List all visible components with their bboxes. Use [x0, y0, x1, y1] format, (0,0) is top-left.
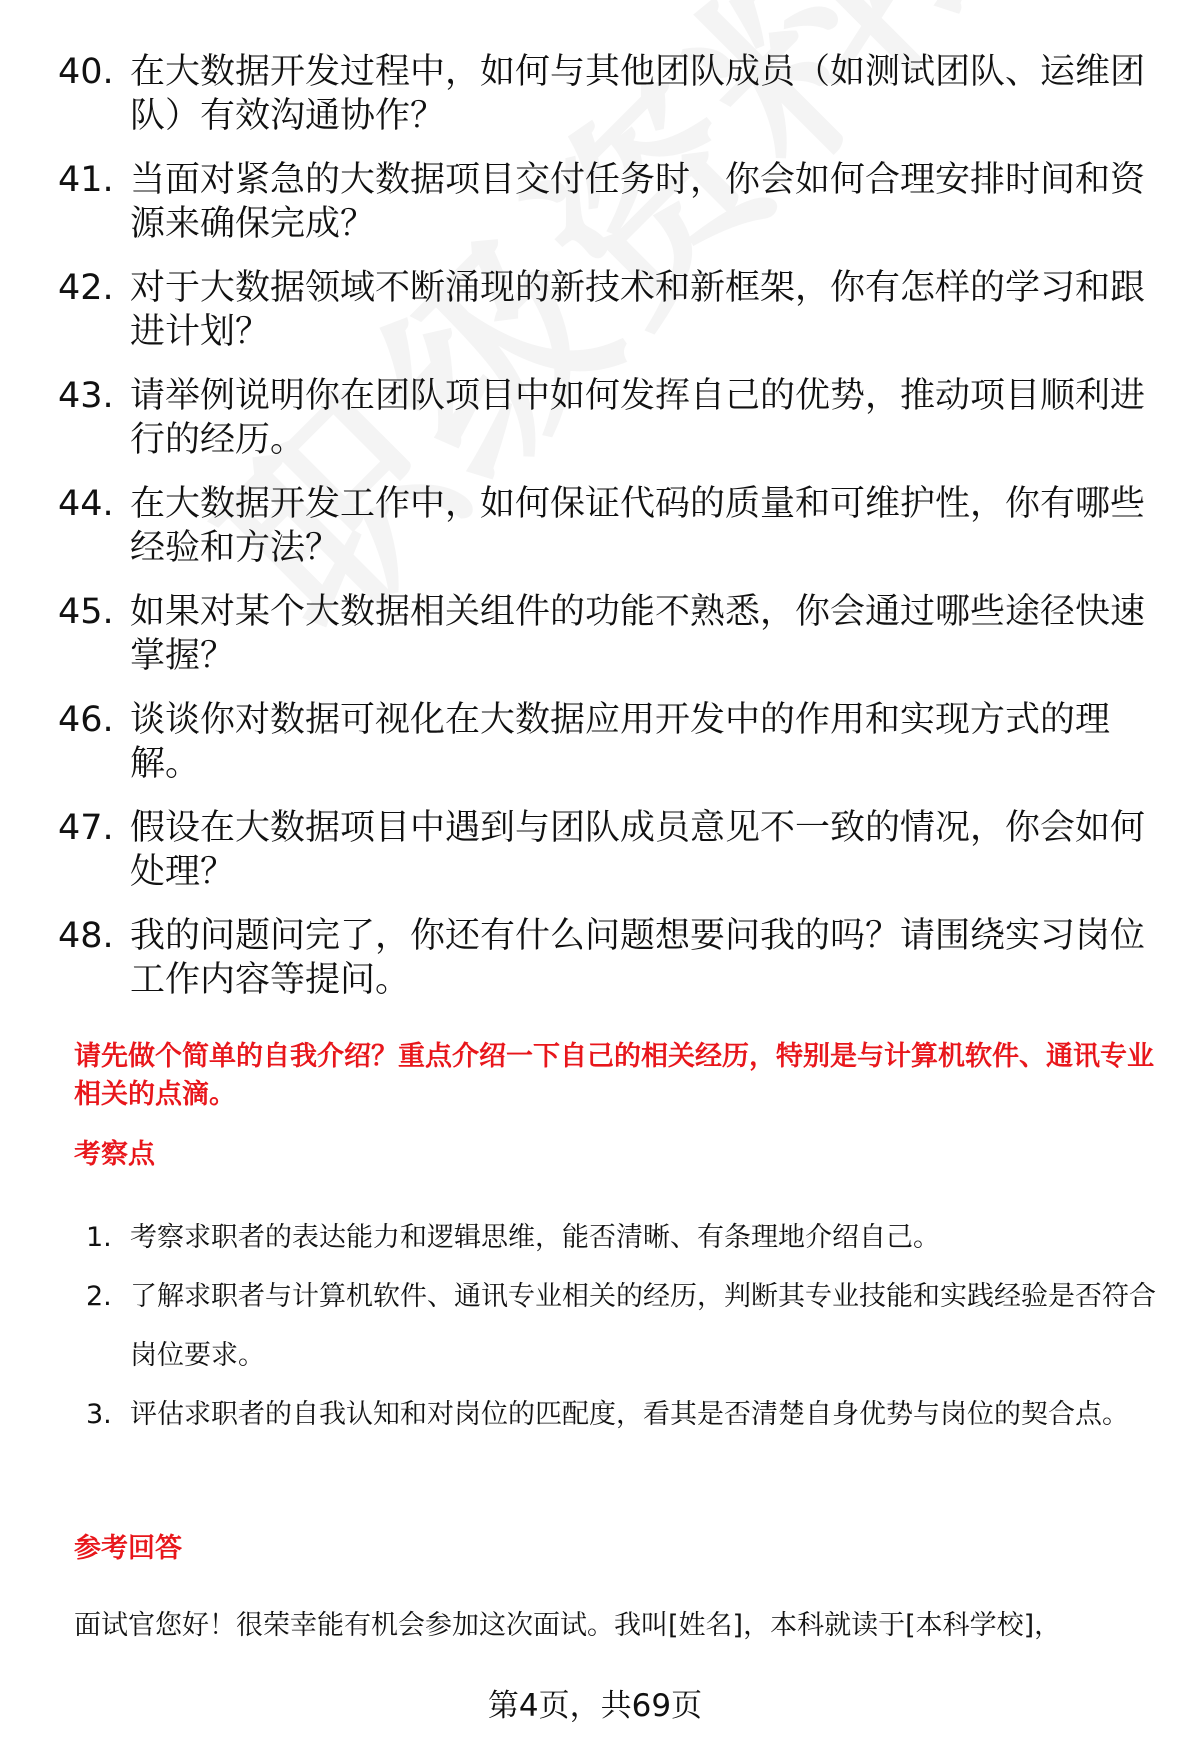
- list-item: [58, 806, 1148, 894]
- question-number: 46.: [58, 700, 114, 740]
- list-item: [86, 1385, 1166, 1444]
- question-text: 如果对某个大数据相关组件的功能不熟悉，你会通过哪些途径快速掌握？: [130, 592, 1146, 676]
- list-item: [58, 482, 1148, 570]
- point-number: 3.: [86, 1399, 112, 1430]
- list-item: [58, 914, 1148, 1002]
- answer-heading: 参考回答: [74, 1533, 182, 1564]
- question-text: 对于大数据领域不断涌现的新技术和新框架，你有怎样的学习和跟进计划？: [130, 268, 1146, 352]
- question-text: 在大数据开发过程中，如何与其他团队成员（如测试团队、运维团队）有效沟通协作？: [130, 52, 1146, 136]
- answer-text: 面试官您好！很荣幸能有机会参加这次面试。我叫[姓名]，本科就读于[本科学校]，: [74, 1610, 1062, 1641]
- page-number: 第4页，共69页: [487, 1688, 703, 1724]
- question-text: 在大数据开发工作中，如何保证代码的质量和可维护性，你有哪些经验和方法？: [130, 484, 1146, 568]
- kaochadian-list: [86, 1208, 1166, 1444]
- question-number: 41.: [58, 160, 114, 200]
- question-number: 45.: [58, 592, 114, 632]
- point-number: 2.: [86, 1281, 112, 1312]
- list-item: [86, 1267, 1166, 1385]
- kaochadian-heading: 考察点: [74, 1139, 155, 1170]
- point-number: 1.: [86, 1222, 112, 1253]
- list-item: [58, 50, 1148, 138]
- question-number: 48.: [58, 916, 114, 956]
- question-text: 谈谈你对数据可视化在大数据应用开发中的作用和实现方式的理解。: [130, 700, 1111, 784]
- point-text: 评估求职者的自我认知和对岗位的匹配度，看其是否清楚自身优势与岗位的契合点。: [130, 1399, 1129, 1430]
- list-item: [58, 266, 1148, 354]
- list-item: [58, 698, 1148, 786]
- question-text: 当面对紧急的大数据项目交付任务时，你会如何合理安排时间和资源来确保完成？: [130, 160, 1146, 244]
- question-number: 43.: [58, 376, 114, 416]
- question-number: 42.: [58, 268, 114, 308]
- point-text: 了解求职者与计算机软件、通讯专业相关的经历，判断其专业技能和实践经验是否符合岗位要求。: [130, 1281, 1156, 1371]
- question-number: 47.: [58, 808, 114, 848]
- list-item: [86, 1208, 1166, 1267]
- highlight-question: 请先做个简单的自我介绍？重点介绍一下自己的相关经历，特别是与计算机软件、通讯专业相关的点滴。: [74, 1041, 1154, 1110]
- list-item: [58, 374, 1148, 462]
- question-text: 请举例说明你在团队项目中如何发挥自己的优势，推动项目顺利进行的经历。: [130, 376, 1146, 460]
- list-item: [58, 590, 1148, 678]
- question-text: 假设在大数据项目中遇到与团队成员意见不一致的情况，你会如何处理？: [130, 808, 1146, 892]
- question-number: 40.: [58, 52, 114, 92]
- point-text: 考察求职者的表达能力和逻辑思维，能否清晰、有条理地介绍自己。: [130, 1222, 940, 1253]
- question-number: 44.: [58, 484, 114, 524]
- question-list: [58, 50, 1148, 1022]
- list-item: [58, 158, 1148, 246]
- question-text: 我的问题问完了，你还有什么问题想要问我的吗？请围绕实习岗位工作内容等提问。: [130, 916, 1146, 1000]
